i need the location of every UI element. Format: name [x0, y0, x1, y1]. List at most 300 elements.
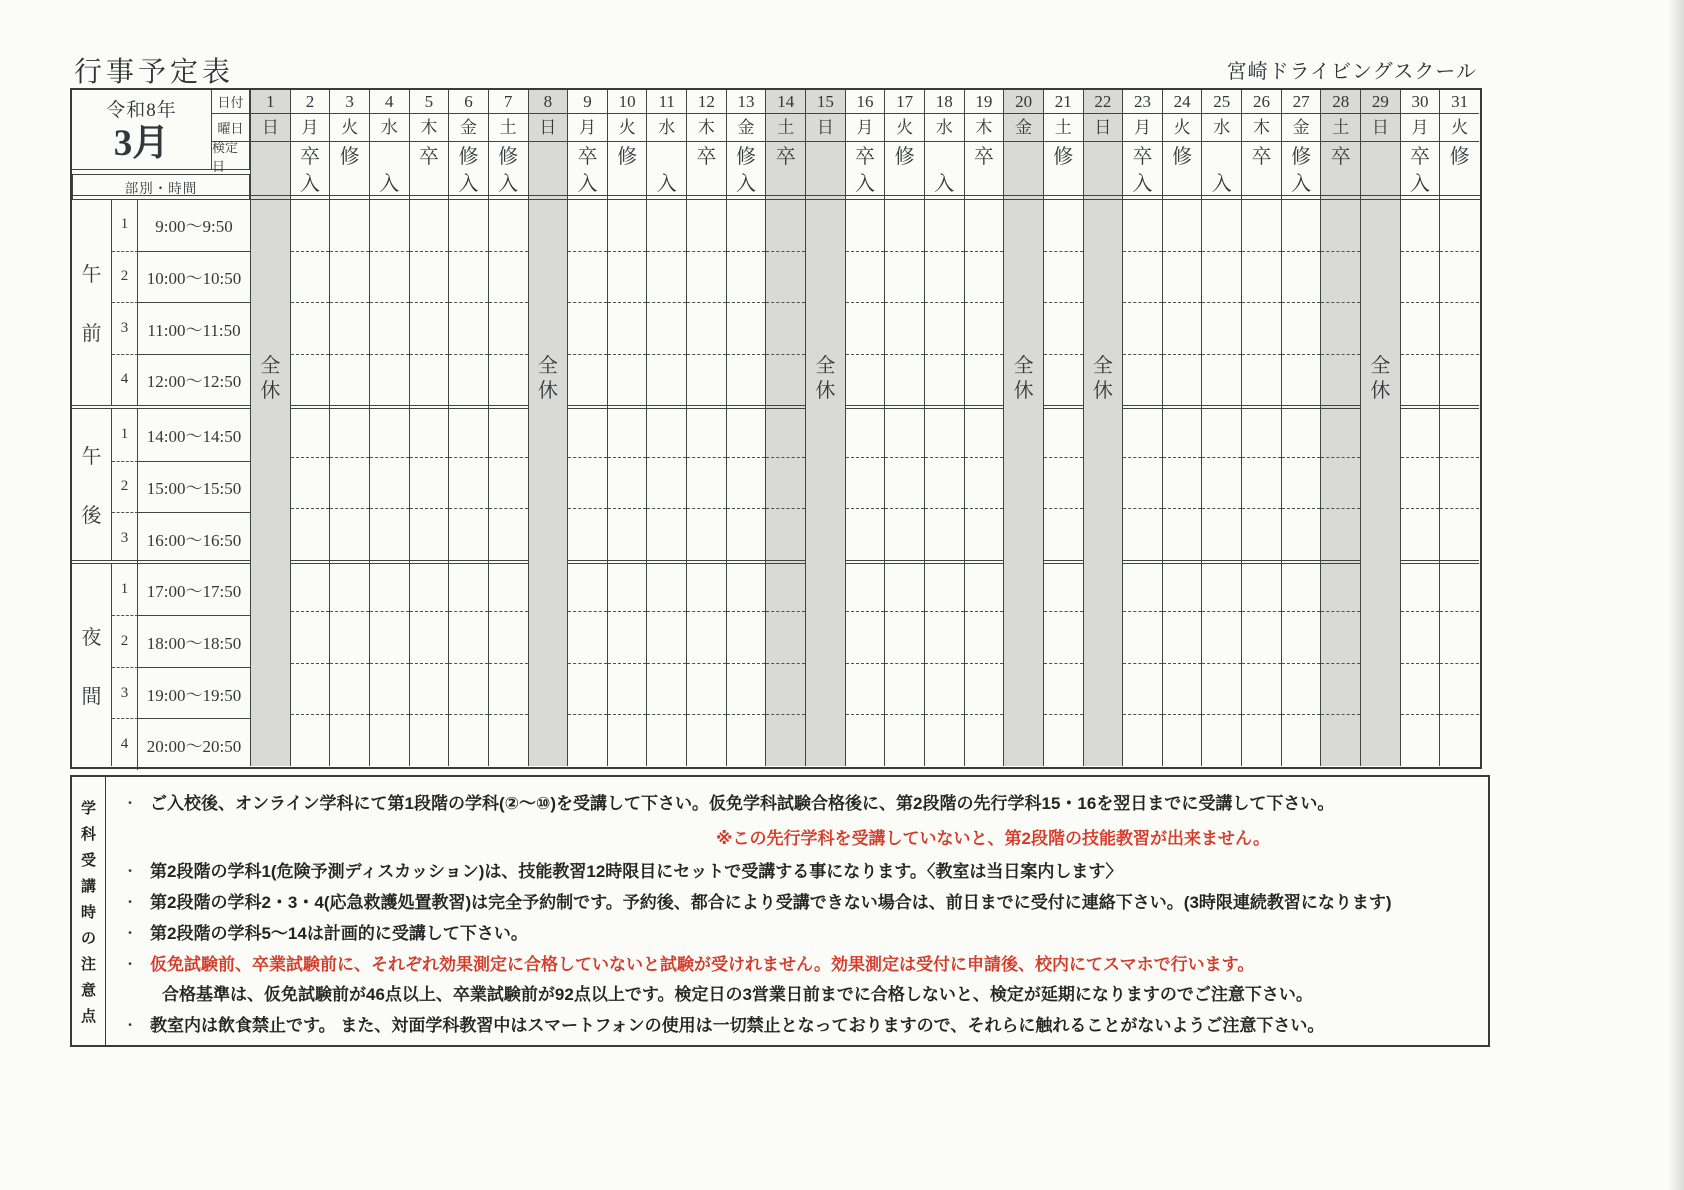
day-slot: [608, 714, 647, 766]
exam-top-mark: [925, 144, 964, 171]
day-slot: [568, 302, 607, 354]
day-slot: [1044, 714, 1083, 766]
day-body: [1084, 199, 1123, 766]
day-slot: [291, 560, 330, 612]
notes-side-label-text: 学 科 受 講 時 の 注 意 点: [80, 799, 96, 1025]
day-column: [369, 90, 409, 766]
day-slot: [647, 560, 686, 612]
exam-bottom-mark: [1044, 171, 1083, 198]
note-text: 第2段階の学科5～14は計画的に受講して下さい。: [150, 924, 528, 943]
day-slot: [410, 199, 449, 251]
exam-bottom-mark: [330, 171, 369, 198]
exam-bottom-mark: 入: [934, 173, 955, 195]
date-cell: 16: [846, 90, 885, 114]
day-slot: [687, 405, 726, 457]
day-slot: [1401, 354, 1440, 406]
day-slot: [489, 354, 528, 406]
day-slot: [846, 611, 885, 663]
day-slot: [1242, 405, 1281, 457]
exam-cell: [766, 142, 805, 199]
note-line: [124, 788, 1482, 819]
exam-bottom-mark: 入: [498, 173, 519, 195]
day-slot: [1440, 302, 1479, 354]
date-cell: 1: [251, 90, 290, 114]
row-label-weekday: 曜日: [212, 114, 249, 142]
day-slot: [1242, 611, 1281, 663]
date-cell: 6: [449, 90, 488, 114]
weekday-cell: 土: [1321, 114, 1360, 142]
day-body: [529, 199, 568, 766]
day-slot: [410, 714, 449, 766]
day-slot: [1321, 508, 1360, 560]
exam-cell: [925, 142, 964, 199]
day-slot: [291, 354, 330, 406]
exam-top-mark: 修: [736, 146, 757, 168]
exam-cell: [1242, 142, 1281, 199]
day-column: [290, 90, 330, 766]
day-slot: [1401, 457, 1440, 509]
day-body: [1044, 199, 1083, 766]
day-slot: [489, 714, 528, 766]
exam-top-mark: [251, 144, 290, 171]
day-slot: [330, 199, 369, 251]
header-row-labels: [212, 90, 250, 174]
day-slot: [885, 354, 924, 406]
exam-top-mark: 卒: [418, 146, 439, 168]
date-cell: 22: [1084, 90, 1123, 114]
weekday-cell: 火: [1163, 114, 1202, 142]
day-slot: [1202, 611, 1241, 663]
day-slot: [647, 457, 686, 509]
day-slot: [489, 508, 528, 560]
exam-cell: [410, 142, 449, 199]
day-slot: [1202, 302, 1241, 354]
exam-top-mark: 卒: [696, 146, 717, 168]
day-slot: [1282, 663, 1321, 715]
day-slot: [489, 199, 528, 251]
day-slot: [846, 302, 885, 354]
exam-top-mark: [1361, 144, 1400, 171]
day-slot: [647, 405, 686, 457]
exam-bottom-mark: 入: [1291, 173, 1312, 195]
day-slot: [1123, 714, 1162, 766]
day-body: [370, 199, 409, 766]
day-body: [1440, 199, 1479, 766]
day-slot: [1202, 199, 1241, 251]
day-slot: [925, 354, 964, 406]
day-slot: [965, 560, 1004, 612]
day-body: [1321, 199, 1360, 766]
date-cell: 2: [291, 90, 330, 114]
day-slot: [687, 302, 726, 354]
exam-cell: [1123, 142, 1162, 199]
day-slot: [1282, 508, 1321, 560]
day-slot: [291, 302, 330, 354]
day-body: [806, 199, 845, 766]
exam-bottom-mark: [410, 171, 449, 198]
day-column: [924, 90, 964, 766]
day-slot: [1282, 611, 1321, 663]
date-cell: 17: [885, 90, 924, 114]
day-slot: [330, 611, 369, 663]
day-slot: [727, 663, 766, 715]
date-cell: 23: [1123, 90, 1162, 114]
closed-all-day-label: 全 休: [1370, 355, 1391, 402]
exam-top-mark: 修: [617, 146, 638, 168]
day-body: [885, 199, 924, 766]
day-slot: [1202, 354, 1241, 406]
day-slot: [449, 302, 488, 354]
month-label: 3月: [113, 123, 170, 164]
exam-cell: [1004, 142, 1043, 199]
time-section: [72, 405, 250, 560]
weekday-cell: 土: [766, 114, 805, 142]
day-slot: [1282, 302, 1321, 354]
day-slot: [727, 405, 766, 457]
day-slot: [1242, 508, 1281, 560]
day-slot: [1321, 663, 1360, 715]
day-column: [1400, 90, 1440, 766]
day-slot: [1123, 508, 1162, 560]
day-column: [1281, 90, 1321, 766]
day-slot: [1202, 251, 1241, 303]
day-slot: [1440, 560, 1479, 612]
exam-bottom-mark: [1163, 171, 1202, 198]
day-slot: [410, 354, 449, 406]
weekday-cell: 月: [1401, 114, 1440, 142]
exam-bottom-mark: 入: [1211, 173, 1232, 195]
slot-number: 3: [112, 302, 138, 354]
day-slot: [647, 251, 686, 303]
exam-cell: [370, 142, 409, 199]
day-slot: [885, 560, 924, 612]
day-slot: [1440, 508, 1479, 560]
weekday-cell: 月: [1123, 114, 1162, 142]
day-body: [330, 199, 369, 766]
day-slot: [766, 611, 805, 663]
day-slot: [489, 251, 528, 303]
time-section: [72, 560, 250, 766]
date-cell: 20: [1004, 90, 1043, 114]
exam-top-mark: [1202, 144, 1241, 171]
exam-bottom-mark: [1242, 171, 1281, 198]
date-cell: 4: [370, 90, 409, 114]
slot-time: 11:00～11:50: [138, 302, 250, 354]
school-name: 宮崎ドライビングスクール: [1226, 61, 1477, 83]
day-slot: [1321, 199, 1360, 251]
exam-cell: [806, 142, 845, 199]
bullet-dot: ・: [124, 864, 137, 878]
day-column: [1003, 90, 1043, 766]
day-body: [410, 199, 449, 766]
day-slot: [925, 560, 964, 612]
note-line: [124, 887, 1482, 918]
day-slot: [846, 405, 885, 457]
day-slot: [1163, 354, 1202, 406]
day-slot: [410, 560, 449, 612]
day-slot: [687, 611, 726, 663]
day-slot: [1440, 663, 1479, 715]
day-slot: [1242, 302, 1281, 354]
note-text: 教室内は飲食禁止です。 また、対面学科教習中はスマートフォンの使用は一切禁止となっておりますので、それらに触れることがないようご注意下さい。: [150, 1016, 1325, 1035]
day-slot: [568, 611, 607, 663]
weekday-cell: 月: [568, 114, 607, 142]
day-body: [846, 199, 885, 766]
day-slot: [1282, 714, 1321, 766]
day-slot: [1044, 457, 1083, 509]
day-slot: [766, 405, 805, 457]
note-text-red: 仮免試験前、卒業試験前に、それぞれ効果測定に合格していないと試験が受けれません。効果測定は受付に申請後、校内にてスマホで行います。: [150, 955, 1255, 974]
day-column: [1043, 90, 1083, 766]
day-slot: [291, 405, 330, 457]
day-slot: [925, 457, 964, 509]
exam-top-mark: 卒: [1330, 146, 1351, 168]
slot-number: 2: [112, 615, 138, 667]
day-body: [251, 199, 290, 766]
day-slot: [1242, 663, 1281, 715]
day-body: [1123, 199, 1162, 766]
day-slot: [608, 560, 647, 612]
day-slot: [1440, 714, 1479, 766]
day-slot: [1321, 405, 1360, 457]
day-slot: [846, 199, 885, 251]
date-cell: 31: [1440, 90, 1479, 114]
weekday-cell: 水: [925, 114, 964, 142]
day-slot: [1282, 457, 1321, 509]
date-cell: 9: [568, 90, 607, 114]
day-slot: [1202, 560, 1241, 612]
exam-top-mark: 卒: [1410, 146, 1431, 168]
exam-cell: [846, 142, 885, 199]
day-slot: [410, 251, 449, 303]
section-time-header: 部別・時間: [72, 174, 250, 199]
slot-number: 1: [112, 564, 138, 616]
day-slot: [1282, 405, 1321, 457]
day-column: [765, 90, 805, 766]
day-column: [884, 90, 924, 766]
day-column: [1241, 90, 1281, 766]
date-cell: 3: [330, 90, 369, 114]
day-column: [646, 90, 686, 766]
slot-number: 4: [112, 718, 138, 770]
day-slot: [568, 508, 607, 560]
day-slot: [568, 251, 607, 303]
weekday-cell: 木: [1242, 114, 1281, 142]
exam-bottom-mark: [608, 171, 647, 198]
exam-cell: [568, 142, 607, 199]
day-slot: [925, 199, 964, 251]
note-text: 第2段階の学科1(危険予測ディスカッション)は、技能教習12時限目にセットで受講する事になります。〈教室は当日案内します〉: [150, 862, 1123, 881]
slot-number: 1: [112, 409, 138, 461]
day-slot: [1242, 354, 1281, 406]
day-slot: [1123, 611, 1162, 663]
day-slot: [608, 508, 647, 560]
exam-bottom-mark: 入: [736, 173, 757, 195]
era-label: 令和8年: [106, 100, 177, 121]
day-slot: [1440, 354, 1479, 406]
date-cell: 30: [1401, 90, 1440, 114]
bullet-dot: ・: [124, 796, 137, 810]
day-slot: [1401, 199, 1440, 251]
day-column: [1320, 90, 1360, 766]
exam-bottom-mark: [251, 171, 290, 198]
slot-number: 1: [112, 199, 138, 251]
day-slot: [1044, 199, 1083, 251]
day-slot: [568, 714, 607, 766]
day-column: [805, 90, 845, 766]
day-body: [1004, 199, 1043, 766]
day-slot: [1321, 611, 1360, 663]
day-slot: [449, 560, 488, 612]
day-slot: [1044, 611, 1083, 663]
note-text: 第2段階の学科2・3・4(応急救護処置教習)は完全予約制です。予約後、都合により受講できない場合は、前日までに受付に連絡下さい。(3時限連続教習になります): [150, 893, 1392, 912]
day-slot: [687, 560, 726, 612]
exam-cell: [291, 142, 330, 199]
day-slot: [1044, 405, 1083, 457]
day-body: [1282, 199, 1321, 766]
day-slot: [1163, 405, 1202, 457]
note-line: [124, 918, 1482, 949]
exam-top-mark: 修: [1291, 146, 1312, 168]
exam-cell: [965, 142, 1004, 199]
day-slot: [370, 508, 409, 560]
closed-all-day-label: 全 休: [1092, 355, 1113, 402]
day-slot: [885, 611, 924, 663]
slot-time: 15:00～15:50: [138, 461, 250, 513]
day-slot: [1044, 354, 1083, 406]
day-slot: [727, 611, 766, 663]
slot-time: 9:00～9:50: [155, 217, 233, 237]
day-slot: [489, 611, 528, 663]
day-slot: [1321, 251, 1360, 303]
day-slot: [568, 457, 607, 509]
exam-top-mark: 卒: [1251, 146, 1272, 168]
day-slot: [370, 199, 409, 251]
slot-number: 4: [112, 354, 138, 406]
exam-bottom-mark: [1084, 171, 1123, 198]
day-slot: [1242, 199, 1281, 251]
day-slot: [1163, 560, 1202, 612]
day-slot: [965, 302, 1004, 354]
day-slot: [1440, 405, 1479, 457]
day-slot: [449, 611, 488, 663]
day-slot: [410, 405, 449, 457]
day-column: [250, 90, 290, 766]
exam-top-mark: 修: [458, 146, 479, 168]
day-slot: [608, 457, 647, 509]
day-slot: [925, 663, 964, 715]
day-slot: [449, 354, 488, 406]
date-cell: 5: [410, 90, 449, 114]
day-slot: [925, 508, 964, 560]
note-text-red: ※この先行学科を受講していないと、第2段階の技能教習が出来ません。: [716, 829, 1270, 848]
date-cell: 11: [647, 90, 686, 114]
date-cell: 27: [1282, 90, 1321, 114]
day-column: [409, 90, 449, 766]
day-slot: [568, 199, 607, 251]
day-slot: [410, 302, 449, 354]
date-cell: 21: [1044, 90, 1083, 114]
day-body: [1401, 199, 1440, 766]
day-slot: [766, 560, 805, 612]
day-slot: [1163, 611, 1202, 663]
slot-time: 14:00～14:50: [146, 427, 242, 447]
bullet-dot: ・: [124, 926, 137, 940]
day-slot: [1282, 199, 1321, 251]
day-body: [1202, 199, 1241, 766]
weekday-cell: 木: [687, 114, 726, 142]
day-slot: [885, 302, 924, 354]
slot-time: 16:00～16:50: [138, 512, 250, 564]
weekday-cell: 日: [529, 114, 568, 142]
day-slot: [608, 199, 647, 251]
day-slot: [1123, 302, 1162, 354]
day-body: [1361, 199, 1400, 766]
day-slot: [1163, 457, 1202, 509]
day-slot: [1321, 714, 1360, 766]
day-slot: [885, 199, 924, 251]
day-slot: [608, 302, 647, 354]
day-slot: [647, 663, 686, 715]
day-slot: [766, 457, 805, 509]
day-slot: [766, 199, 805, 251]
exam-top-mark: 修: [1053, 146, 1074, 168]
date-cell: 7: [489, 90, 528, 114]
weekday-cell: 水: [647, 114, 686, 142]
day-column: [607, 90, 647, 766]
weekday-cell: 木: [410, 114, 449, 142]
exam-bottom-mark: [1361, 171, 1400, 198]
weekday-cell: 木: [965, 114, 1004, 142]
day-slot: [965, 199, 1004, 251]
exam-cell: [1361, 142, 1400, 199]
day-slot: [410, 457, 449, 509]
weekday-cell: 火: [330, 114, 369, 142]
exam-cell: [1202, 142, 1241, 199]
day-slot: [489, 663, 528, 715]
day-slot: [766, 714, 805, 766]
exam-cell: [608, 142, 647, 199]
weekday-cell: 月: [291, 114, 330, 142]
day-column: [448, 90, 488, 766]
closed-all-day-label: 全 休: [1013, 355, 1034, 402]
day-slot: [965, 508, 1004, 560]
exam-cell: [1401, 142, 1440, 199]
day-slot: [687, 508, 726, 560]
day-column: [1122, 90, 1162, 766]
day-column: [726, 90, 766, 766]
exam-top-mark: [529, 144, 568, 171]
day-slot: [1440, 251, 1479, 303]
day-slot: [330, 508, 369, 560]
day-column: [1083, 90, 1123, 766]
day-slot: [330, 354, 369, 406]
day-slot: [1401, 714, 1440, 766]
day-slot: [1123, 560, 1162, 612]
note-text: ご入校後、オンライン学科にて第1段階の学科(②～⑩)を受講して下さい。仮免学科試験合格後に、第2段階の先行学科15・16を翌日までに受講して下さい。: [150, 794, 1335, 813]
day-slot: [1163, 302, 1202, 354]
day-body: [449, 199, 488, 766]
weekday-cell: 金: [1004, 114, 1043, 142]
day-slot: [647, 302, 686, 354]
day-column: [686, 90, 726, 766]
day-slot: [1163, 663, 1202, 715]
day-body: [291, 199, 330, 766]
day-slot: [925, 611, 964, 663]
day-slot: [568, 405, 607, 457]
slot-time: 12:00～12:50: [138, 354, 250, 406]
day-slot: [965, 611, 1004, 663]
